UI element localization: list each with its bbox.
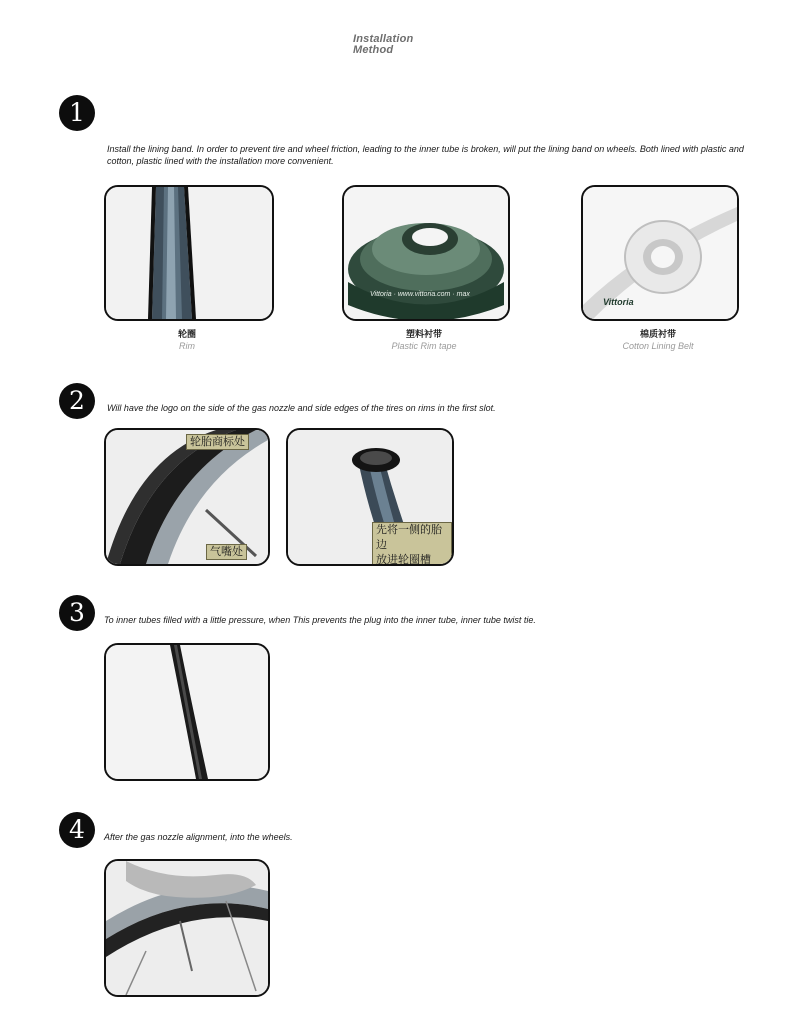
step-1-number: 1	[59, 95, 95, 131]
rim-caption-en: Rim	[179, 341, 195, 351]
page-title-line1: Installation	[353, 33, 414, 45]
rim-caption-zh: 轮圈	[177, 329, 196, 339]
step-1-description: Install the lining band. In order to prevent tire and wheel friction, leading to the inner tube is broken, will put the lining band on wheels. Both lined with plastic and cotton, plastic lined with the installation more convenient.	[107, 144, 744, 166]
page-title-line2: Method	[353, 44, 394, 56]
tire-logo-valve-photo	[104, 428, 270, 566]
plastic-rim-tape-caption-en: Plastic Rim tape	[391, 341, 457, 351]
step-2-description: Will have the logo on the side of the gas nozzle and side edges of the tires on rims in the first slot.	[107, 403, 496, 413]
cotton-lining-belt-caption-en: Cotton Lining Belt	[622, 341, 694, 351]
step-3-description: To inner tubes filled with a little pressure, when This prevents the plug into the inner tube, inner tube twist tie.	[104, 615, 536, 625]
cotton-lining-belt-photo	[581, 185, 739, 321]
tire-bead-into-rim-photo	[286, 428, 454, 566]
page-title	[353, 34, 413, 56]
plastic-tape-band-text: Vittoria · www.vittoria.com · max	[370, 291, 470, 298]
cotton-lining-belt-caption-zh: 棉质衬带	[639, 329, 676, 339]
step-4-description: After the gas nozzle alignment, into the wheels.	[104, 832, 293, 842]
valve-label: 气嘴处	[206, 544, 247, 560]
step-4-number: 4	[59, 812, 95, 848]
rim-photo	[104, 185, 274, 321]
cotton-belt-brand: Vittoria	[603, 297, 634, 307]
plastic-rim-tape-caption-zh: 塑料衬带	[405, 329, 442, 339]
plastic-rim-tape-photo	[342, 185, 510, 321]
bead-into-rim-label-line1: 先将一侧的胎边	[376, 524, 442, 551]
bead-into-rim-label-line2: 放进轮圈槽	[376, 554, 431, 566]
tire-logo-label: 轮胎商标处	[186, 434, 249, 450]
step-2-number: 2	[59, 383, 95, 419]
inner-tube-photo	[104, 643, 270, 781]
step-3-number: 3	[59, 595, 95, 631]
install-into-wheel-photo	[104, 859, 270, 997]
bead-into-rim-label	[372, 522, 452, 566]
